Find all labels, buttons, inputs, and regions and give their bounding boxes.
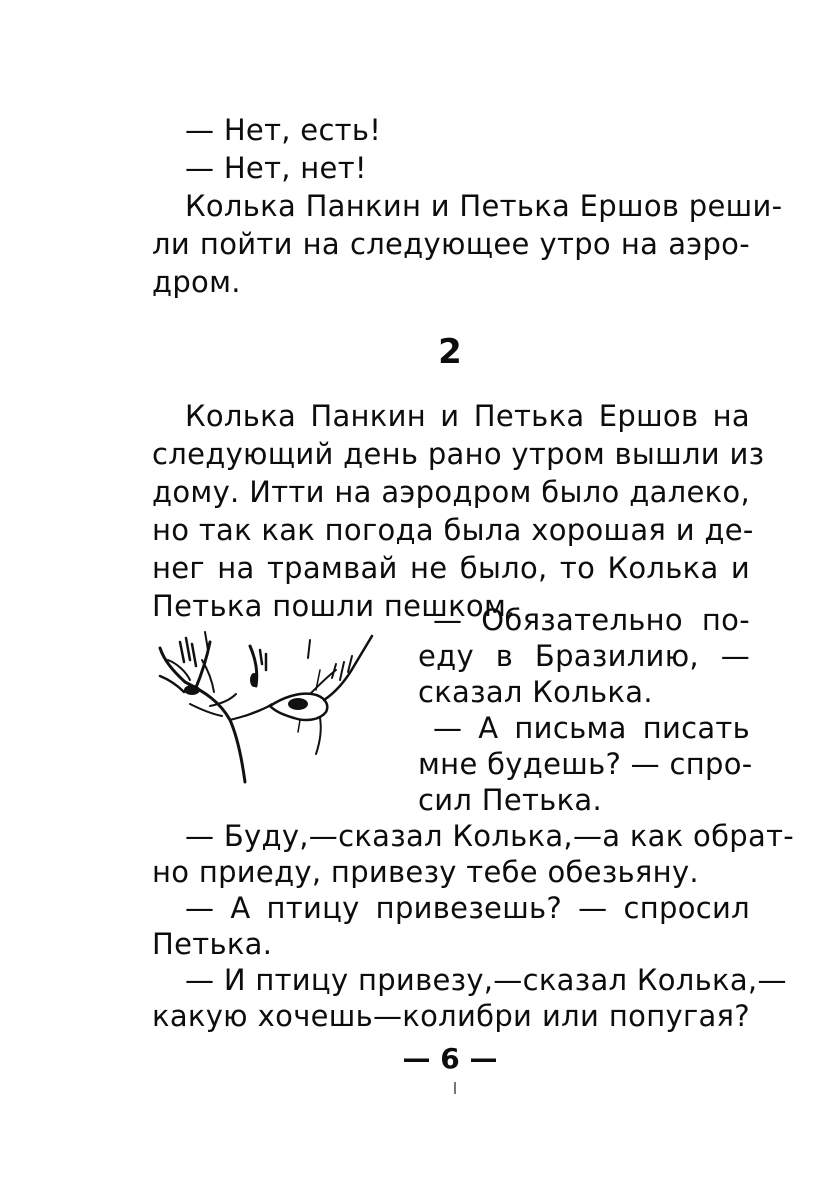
text-line: Колька Панкин и Петька Ершов на (185, 399, 750, 433)
hummingbird-on-branch-icon (150, 620, 400, 790)
text-line: — А письма писать (433, 711, 750, 745)
text-line: дому. Итти на аэродром было далеко, (152, 475, 750, 509)
text-line: дром. (152, 265, 241, 299)
text-line: — Нет, нет! (185, 151, 367, 185)
text-line: Петька. (152, 927, 273, 961)
text-line: — Обязательно по- (433, 603, 750, 637)
text-line: Петька пошли пешком. (152, 589, 516, 623)
text-line: ли пойти на следующее утро на аэро- (152, 227, 750, 261)
print-mark (454, 1082, 456, 1094)
page-number: — 6 — (402, 1042, 498, 1075)
chapter-number: 2 (438, 332, 462, 372)
text-line: нег на трамвай не было, то Колька и (152, 551, 750, 585)
text-line: сил Петька. (418, 783, 602, 817)
text-line: но приеду, привезу тебе обезьяну. (152, 855, 699, 889)
text-line: — Нет, есть! (185, 113, 382, 147)
text-line: но так как погода была хорошая и де- (152, 513, 754, 547)
text-line: — И птицу привезу,—сказал Колька,— (185, 963, 787, 997)
text-line: Колька Панкин и Петька Ершов реши- (185, 189, 783, 223)
text-line: какую хочешь—колибри или попугая? (152, 999, 750, 1033)
text-line: следующий день рано утром вышли из (152, 437, 765, 471)
text-line: — А птицу привезешь? — спросил (185, 891, 750, 925)
text-line: сказал Колька. (418, 675, 653, 709)
text-line: еду в Бразилию, — (418, 639, 750, 673)
text-line: мне будешь? — спро- (418, 747, 753, 781)
text-line: — Буду,—сказал Колька,—а как обрат- (185, 819, 795, 853)
